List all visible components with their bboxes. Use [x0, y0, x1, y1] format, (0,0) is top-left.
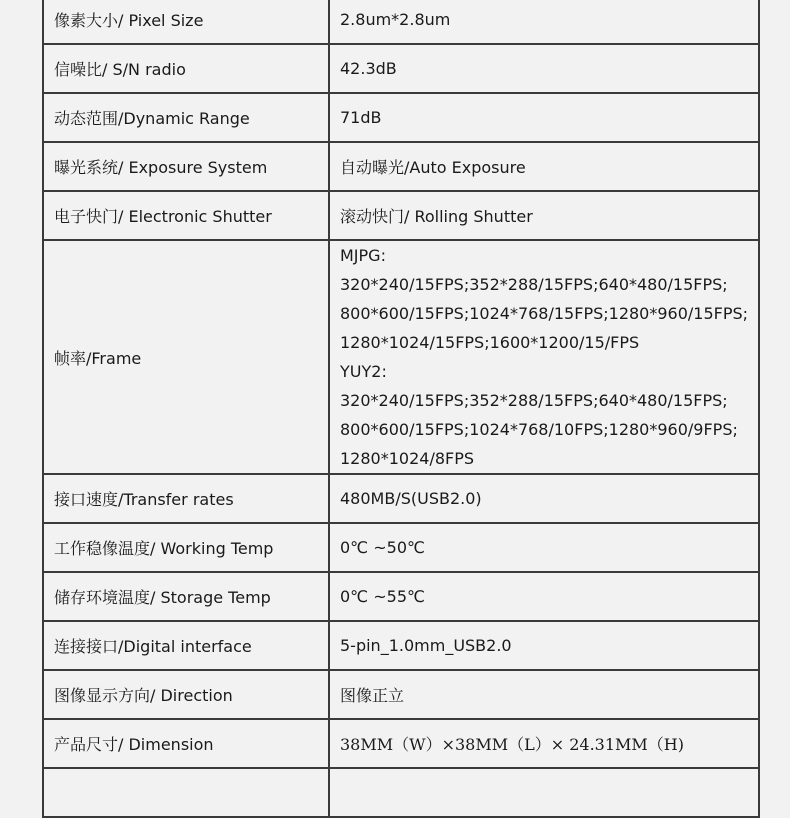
spec-value: 自动曝光/Auto Exposure — [329, 142, 759, 191]
spec-value: 0℃ ~50℃ — [329, 523, 759, 572]
spec-label — [43, 768, 329, 817]
spec-value: 71dB — [329, 93, 759, 142]
spec-label: 像素大小/ Pixel Size — [43, 0, 329, 44]
spec-row-electronic-shutter — [43, 191, 759, 240]
spec-row-dimension — [43, 719, 759, 768]
frame-rate-line: MJPG: — [340, 246, 386, 265]
spec-value: 5-pin_1.0mm_USB2.0 — [329, 621, 759, 670]
spec-row-next — [43, 768, 759, 817]
spec-label: 接口速度/Transfer rates — [43, 474, 329, 523]
frame-rate-line: 800*600/15FPS;1024*768/10FPS;1280*960/9FPS; — [340, 420, 738, 439]
spec-value-frame-rates — [329, 240, 759, 474]
frame-rate-line: YUY2: — [340, 362, 387, 381]
frame-rate-line: 1280*1024/8FPS — [340, 449, 475, 468]
spec-value: 滚动快门/ Rolling Shutter — [329, 191, 759, 240]
spec-value: 38MM（W）×38MM（L）× 24.31MM（H) — [329, 719, 759, 768]
spec-label: 信噪比/ S/N radio — [43, 44, 329, 93]
spec-row-sn-ratio — [43, 44, 759, 93]
spec-label: 工作稳像温度/ Working Temp — [43, 523, 329, 572]
spec-label: 产品尺寸/ Dimension — [43, 719, 329, 768]
spec-table — [42, 0, 760, 818]
spec-row-dynamic-range — [43, 93, 759, 142]
spec-value: 图像正立 — [329, 670, 759, 719]
spec-value: 2.8um*2.8um — [329, 0, 759, 44]
frame-rate-line: 1280*1024/15FPS;1600*1200/15/FPS — [340, 333, 640, 352]
spec-value: 42.3dB — [329, 44, 759, 93]
spec-row-direction — [43, 670, 759, 719]
spec-label: 帧率/Frame — [43, 240, 329, 474]
spec-row-frame-rate — [43, 240, 759, 474]
spec-row-working-temp — [43, 523, 759, 572]
frame-rate-line: 320*240/15FPS;352*288/15FPS;640*480/15FPS; — [340, 275, 728, 294]
spec-value: 0℃ ~55℃ — [329, 572, 759, 621]
spec-row-digital-interface — [43, 621, 759, 670]
spec-label: 动态范围/Dynamic Range — [43, 93, 329, 142]
spec-label: 电子快门/ Electronic Shutter — [43, 191, 329, 240]
spec-label: 曝光系统/ Exposure System — [43, 142, 329, 191]
frame-rate-line: 800*600/15FPS;1024*768/15FPS;1280*960/15FPS; — [340, 304, 749, 323]
frame-rate-line: 320*240/15FPS;352*288/15FPS;640*480/15FPS; — [340, 391, 728, 410]
spec-row-storage-temp — [43, 572, 759, 621]
spec-value — [329, 768, 759, 817]
spec-row-pixel-size — [43, 0, 759, 44]
spec-row-transfer-rates — [43, 474, 759, 523]
spec-label: 连接接口/Digital interface — [43, 621, 329, 670]
spec-label: 图像显示方向/ Direction — [43, 670, 329, 719]
spec-label: 储存环境温度/ Storage Temp — [43, 572, 329, 621]
spec-row-exposure-system — [43, 142, 759, 191]
spec-value: 480MB/S(USB2.0) — [329, 474, 759, 523]
